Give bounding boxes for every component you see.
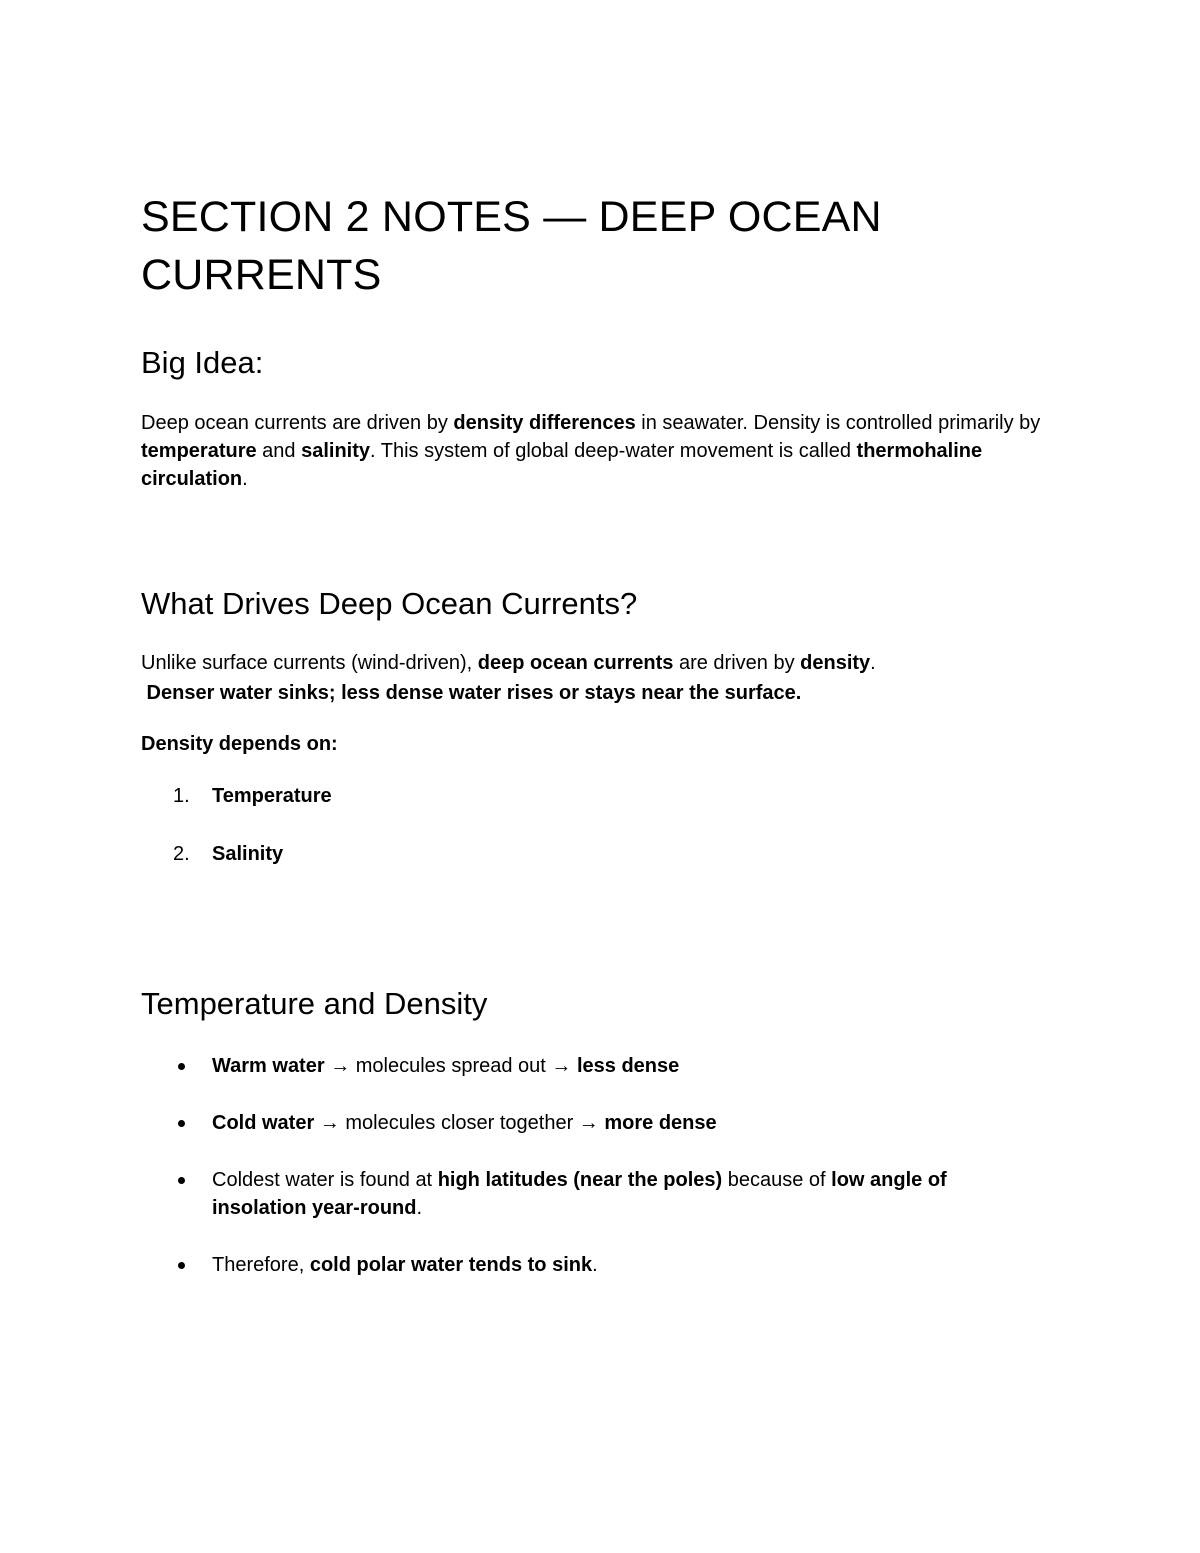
text-run: . This system of global deep-water movement is called	[370, 440, 857, 462]
density-depends-label	[141, 730, 1041, 758]
text-run: in seawater. Density is controlled primarily by	[635, 412, 1041, 434]
bold-text: Cold water	[212, 1112, 315, 1134]
list-number: 2.	[173, 843, 190, 865]
bold-text: temperature	[141, 440, 257, 462]
text-run: .	[416, 1197, 423, 1219]
temperature-heading: Temperature and Density	[141, 986, 488, 1021]
bullet-text	[212, 1251, 1032, 1279]
big-idea-paragraph	[141, 409, 1041, 493]
list-item-label: Temperature	[212, 785, 332, 807]
bold-text: density	[800, 652, 871, 674]
bullet-text	[212, 1052, 1032, 1080]
list-item-text	[212, 782, 1032, 810]
drives-line-1	[141, 649, 1041, 677]
bullet-dot-icon	[178, 1177, 185, 1184]
text-run: because of	[722, 1169, 832, 1191]
bold-text: less dense	[576, 1055, 680, 1077]
text-run: Coldest water is found at	[212, 1169, 438, 1191]
bold-text: more dense	[604, 1112, 717, 1134]
bold-text: density differences	[453, 412, 636, 434]
text-run: .	[870, 652, 876, 674]
bold-text: Warm water	[212, 1055, 325, 1077]
text-run: → molecules closer together →	[314, 1112, 605, 1134]
bold-text: thermohaline circulation	[141, 440, 983, 490]
bullet-text	[212, 1166, 1032, 1222]
bullet-dot-icon	[178, 1063, 185, 1070]
text-run: are driven by	[673, 652, 801, 674]
bold-text: high latitudes (near the poles)	[437, 1169, 723, 1191]
list-item-label: Salinity	[212, 843, 284, 865]
list-item-text	[212, 840, 1032, 868]
text-run: → molecules spread out →	[324, 1055, 577, 1077]
text-run: Deep ocean currents are driven by	[141, 412, 454, 434]
text-run: Therefore,	[212, 1254, 310, 1276]
page-title: SECTION 2 NOTES — DEEP OCEAN CURRENTS	[141, 193, 882, 299]
bullet-dot-icon	[178, 1262, 185, 1269]
text-run: .	[592, 1254, 598, 1276]
bold-text: cold polar water tends to sink	[309, 1254, 593, 1276]
text-run: and	[256, 440, 302, 462]
drives-line-2-text: Denser water sinks; less dense water rises or stays near the surface.	[141, 682, 802, 704]
bold-text: low angle of insolation year-round	[212, 1169, 947, 1219]
text-run: Unlike surface currents (wind-driven),	[141, 652, 478, 674]
bold-text: deep ocean currents	[477, 652, 674, 674]
text-run: .	[242, 468, 248, 490]
density-depends-label-text: Density depends on:	[141, 733, 338, 755]
big-idea-heading: Big Idea:	[141, 345, 264, 380]
bullet-text	[212, 1109, 1032, 1137]
bold-text: salinity	[301, 440, 371, 462]
drives-heading: What Drives Deep Ocean Currents?	[141, 586, 638, 621]
bullet-dot-icon	[178, 1120, 185, 1127]
list-number: 1.	[173, 785, 190, 807]
drives-line-2	[141, 679, 1041, 707]
